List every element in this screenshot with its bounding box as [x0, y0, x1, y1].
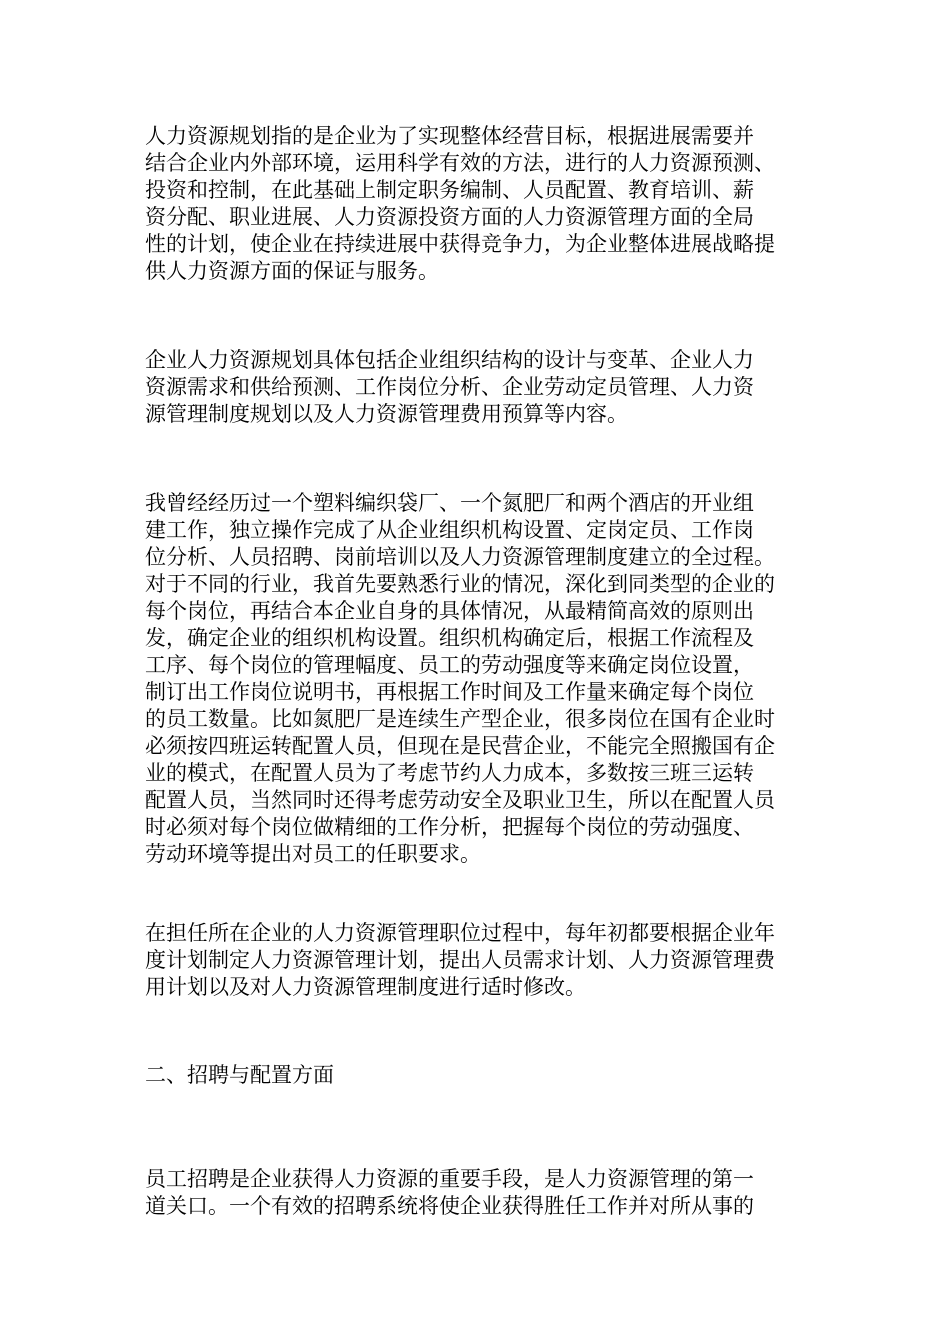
- text-line: 我曾经经历过一个塑料编织袋厂、一个氮肥厂和两个酒店的开业组: [145, 491, 754, 515]
- text-line: 员工招聘是企业获得人力资源的重要手段，是人力资源管理的第一: [145, 1167, 754, 1191]
- text-line: 度计划制定人力资源管理计划，提出人员需求计划、人力资源管理费: [145, 948, 775, 972]
- text-line: 用计划以及对人力资源管理制度进行适时修改。: [145, 975, 586, 999]
- text-line: 配置人员，当然同时还得考虑劳动安全及职业卫生，所以在配置人员: [145, 788, 775, 812]
- text-line: 建工作，独立操作完成了从企业组织机构设置、定岗定员、工作岗: [145, 518, 754, 542]
- text-line: 资源需求和供给预测、工作岗位分析、企业劳动定员管理、人力资: [145, 375, 754, 399]
- paragraph-hr-planning-content: [145, 347, 810, 428]
- text-line: 源管理制度规划以及人力资源管理费用预算等内容。: [145, 402, 628, 426]
- paragraph-experience: [145, 490, 810, 868]
- text-line: 企业人力资源规划具体包括企业组织结构的设计与变革、企业人力: [145, 348, 754, 372]
- text-line: 时必须对每个岗位做精细的工作分析，把握每个岗位的劳动强度、: [145, 815, 754, 839]
- text-line: 业的模式，在配置人员为了考虑节约人力成本，多数按三班三运转: [145, 761, 754, 785]
- paragraph-hr-planning-definition: [145, 123, 810, 285]
- text-line: 必须按四班运转配置人员，但现在是民营企业，不能完全照搬国有企: [145, 734, 775, 758]
- text-line: 劳动环境等提出对员工的任职要求。: [145, 842, 481, 866]
- text-line: 资分配、职业进展、人力资源投资方面的人力资源管理方面的全局: [145, 205, 754, 229]
- text-line: 性的计划，使企业在持续进展中获得竞争力，为企业整体进展战略提: [145, 232, 775, 256]
- text-line: 制订出工作岗位说明书，再根据工作时间及工作量来确定每个岗位: [145, 680, 754, 704]
- text-line: 发，确定企业的组织机构设置。组织机构确定后，根据工作流程及: [145, 626, 754, 650]
- text-line: 工序、每个岗位的管理幅度、员工的劳动强度等来确定岗位设置，: [145, 653, 754, 677]
- text-line: 对于不同的行业，我首先要熟悉行业的情况，深化到同类型的企业的: [145, 572, 775, 596]
- text-line: 结合企业内外部环境，运用科学有效的方法，进行的人力资源预测、: [145, 151, 775, 175]
- heading-line: 二、招聘与配置方面: [145, 1063, 334, 1087]
- text-line: 供人力资源方面的保证与服务。: [145, 259, 439, 283]
- text-line: 投资和控制，在此基础上制定职务编制、人员配置、教育培训、薪: [145, 178, 754, 202]
- text-line: 道关口。一个有效的招聘系统将使企业获得胜任工作并对所从事的: [145, 1194, 754, 1218]
- text-line: 人力资源规划指的是企业为了实现整体经营目标，根据进展需要并: [145, 124, 754, 148]
- text-line: 位分析、人员招聘、岗前培训以及人力资源管理制度建立的全过程。: [145, 545, 775, 569]
- text-line: 每个岗位，再结合本企业自身的具体情况，从最精简高效的原则出: [145, 599, 754, 623]
- text-line: 的员工数量。比如氮肥厂是连续生产型企业，很多岗位在国有企业时: [145, 707, 775, 731]
- paragraph-annual-planning: [145, 920, 810, 1001]
- paragraph-recruitment: [145, 1166, 810, 1220]
- section-heading-recruitment: [145, 1062, 810, 1089]
- text-line: 在担任所在企业的人力资源管理职位过程中，每年初都要根据企业年: [145, 921, 775, 945]
